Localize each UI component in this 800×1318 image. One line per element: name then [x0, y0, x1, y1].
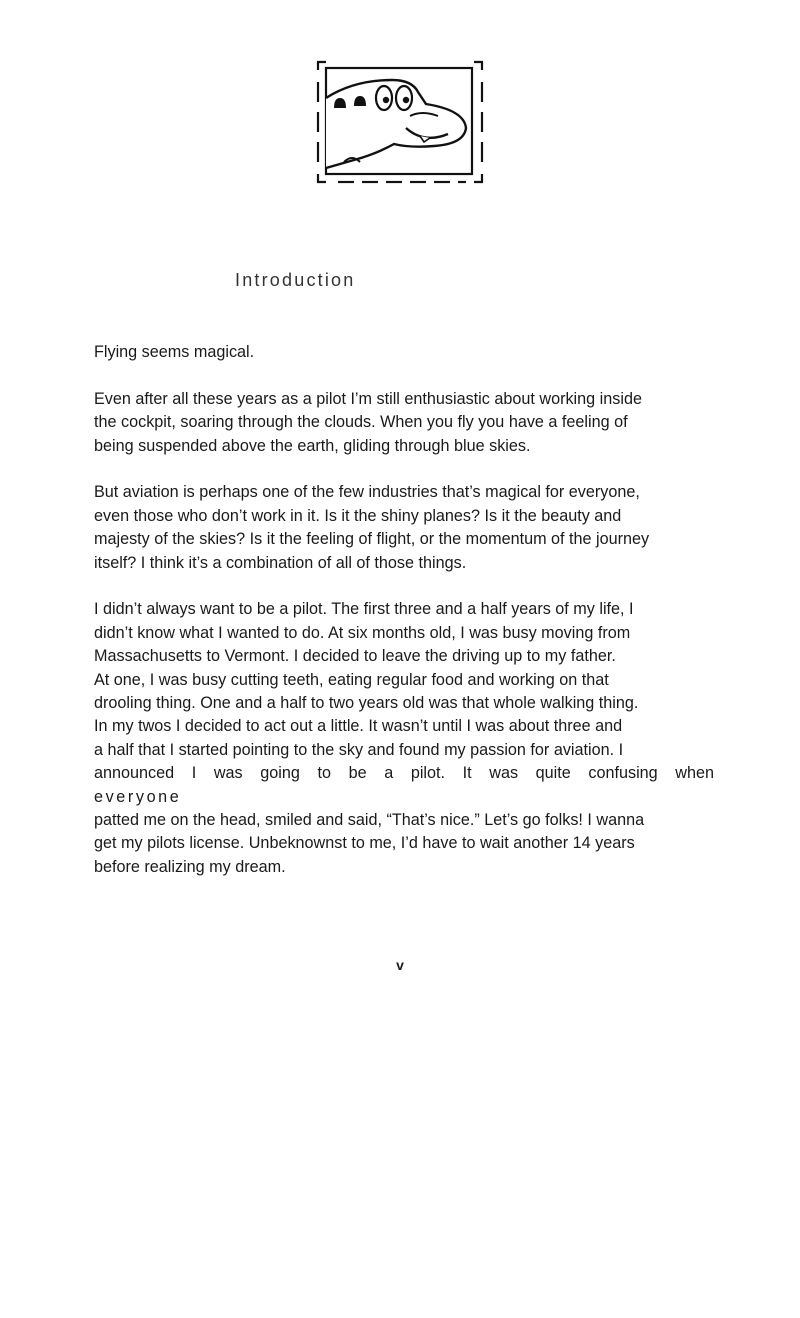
text-line: didn’t know what I wanted to do. At six months old, I was busy moving from	[94, 623, 631, 642]
chapter-heading: Introduction	[235, 270, 356, 290]
text-line: Even after all these years as a pilot I’m still enthusiastic about working inside	[94, 389, 642, 408]
paragraph-1	[94, 341, 714, 364]
text-line: itself? I think it’s a combination of all of those things.	[94, 553, 467, 572]
text-line: announced I was going to be a pilot. It was quite confusing when	[94, 764, 714, 783]
text-line: even those who don’t work in it. Is it the shiny planes? Is it the beauty and	[94, 506, 622, 525]
paragraph-2	[94, 388, 714, 458]
text-line: everyone	[94, 787, 182, 806]
text-line: drooling thing. One and a half to two years old was that whole walking thing.	[94, 694, 639, 713]
paragraph-3	[94, 481, 714, 575]
text-line: before realizing my dream.	[94, 857, 286, 876]
text-line: a half that I started pointing to the sky and found my passion for aviation. I	[94, 740, 624, 759]
text-line: being suspended above the earth, gliding through blue skies.	[94, 436, 531, 455]
text-line: But aviation is perhaps one of the few industries that’s magical for everyone,	[94, 483, 640, 502]
body-text	[94, 341, 714, 903]
page-number: v	[396, 957, 404, 973]
text-line: Massachusetts to Vermont. I decided to leave the driving up to my father.	[94, 647, 616, 666]
text-line: Flying seems magical.	[94, 343, 255, 361]
cartoon-airplane-icon	[314, 58, 488, 188]
text-line: patted me on the head, smiled and said, “That’s nice.” Let’s go folks! I wanna	[94, 811, 645, 830]
text-line: get my pilots license. Unbeknownst to me, I’d have to wait another 14 years	[94, 834, 635, 853]
text-line: the cockpit, soaring through the clouds. When you fly you have a feeling of	[94, 413, 628, 432]
text-line: In my twos I decided to act out a little. It wasn’t until I was about three and	[94, 717, 623, 736]
text-line: majesty of the skies? Is it the feeling of flight, or the momentum of the journey	[94, 530, 650, 549]
text-line: I didn’t always want to be a pilot. The first three and a half years of my life, I	[94, 600, 634, 619]
text-line: At one, I was busy cutting teeth, eating regular food and working on that	[94, 670, 609, 689]
paragraph-4	[94, 598, 714, 879]
